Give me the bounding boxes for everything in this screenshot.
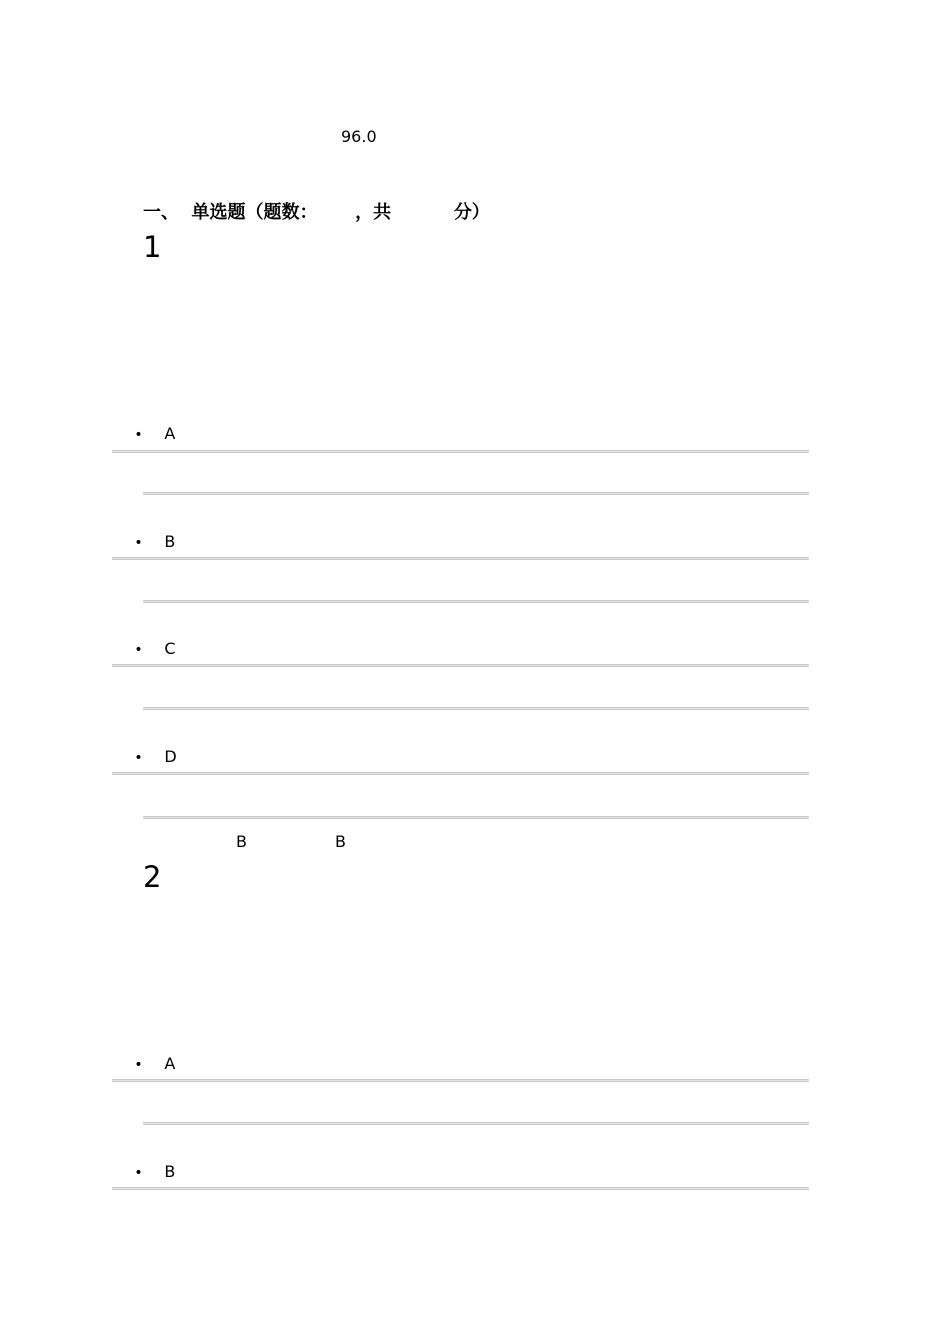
my-answer: B [236, 832, 247, 851]
bullet-icon: • [134, 642, 143, 658]
divider [112, 450, 809, 453]
correct-answer: B [335, 832, 346, 851]
section-heading-single-choice: 一、 单选题（题数： ，共 分） [143, 202, 490, 223]
bullet-icon: • [134, 1165, 143, 1181]
divider [112, 557, 809, 560]
question-1-option-d[interactable] [114, 728, 177, 785]
divider [143, 492, 809, 495]
option-label: C [164, 639, 176, 658]
divider [143, 1122, 809, 1125]
option-label: B [164, 532, 176, 551]
bullet-icon: • [134, 427, 143, 443]
question-1-option-b[interactable] [114, 513, 175, 570]
bullet-icon: • [134, 750, 143, 766]
divider [112, 664, 809, 667]
divider [143, 600, 809, 603]
option-label: B [164, 1162, 176, 1181]
option-label: A [164, 1054, 176, 1073]
question-1-option-a[interactable] [114, 405, 175, 462]
question-number: 2 [143, 860, 162, 894]
question-1-option-c[interactable] [114, 620, 176, 677]
bullet-icon: • [134, 535, 143, 551]
total-score: 96.0 [341, 127, 377, 146]
divider [143, 707, 809, 710]
divider [112, 1079, 809, 1082]
question-2-option-b[interactable] [114, 1143, 175, 1200]
divider [112, 772, 809, 775]
question-number: 1 [143, 230, 162, 264]
option-label: A [164, 424, 176, 443]
question-2-option-a[interactable] [114, 1035, 175, 1092]
option-label: D [164, 747, 177, 766]
divider [112, 1187, 809, 1190]
divider [143, 816, 809, 819]
bullet-icon: • [134, 1057, 143, 1073]
